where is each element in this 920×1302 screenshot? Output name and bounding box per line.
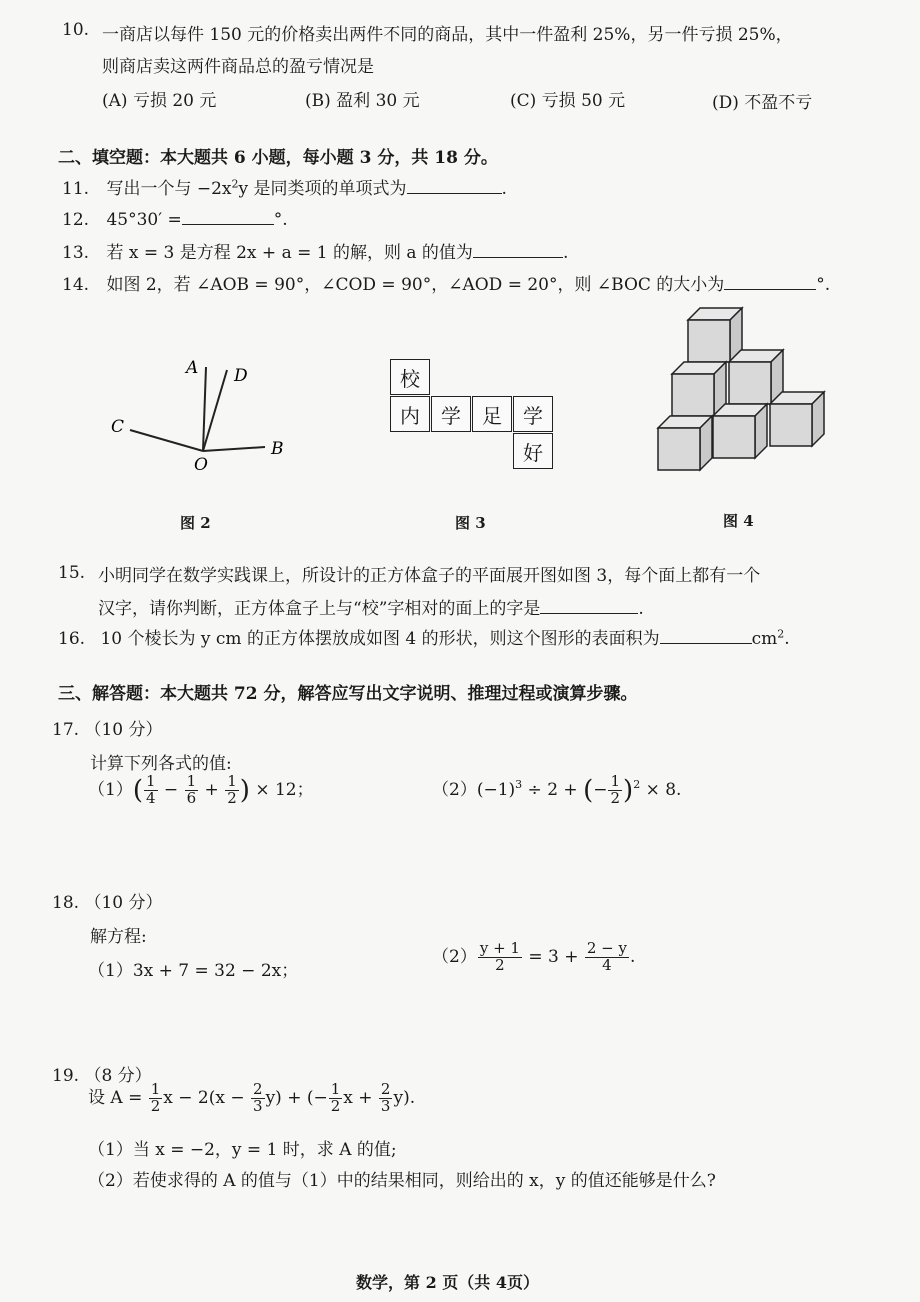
fraction: $\frac{2}{3}$ [380,1080,391,1115]
q15-answer-blank[interactable] [540,595,638,614]
q16 [58,624,790,649]
cube-bottom-left [658,416,712,470]
net-cell-xue-2: 学 [513,396,553,432]
q12-number: 12. [62,209,90,230]
q17-instruction: 计算下列各式的值: [90,754,232,774]
q10-option-d: (D) 不盈不亏 [712,93,813,113]
q15-line2-text: 汉字，请你判断，正方体盒子上与“校”字相对的面上的字是 [98,599,541,619]
q10-option-a: (A) 亏损 20 元 [102,91,217,111]
q12-text-pre: 45°30′ = [106,209,182,230]
q10-number: 10. [62,20,90,40]
q18-head: 18. （10 分） [52,893,163,913]
q19-definition: 设 A = $\frac{1}{2}$ x − 2(x − $\frac{2}{3}$ y) + (− $\frac{1}{2}$ x + $\frac{2}{3}$ y). [88,1080,416,1115]
cube-bottom-right [770,392,824,446]
net-cell-xue-1: 学 [431,396,471,432]
fraction: $\frac{1}{2}$ [150,1080,161,1115]
q10-option-b: (B) 盈利 30 元 [305,91,420,111]
fraction: $\frac{2}{3}$ [253,1080,263,1115]
q19-part2: （2）若使求得的 A 的值与（1）中的结果相同，则给出的 x，y 的值还能够是什么? [88,1171,716,1191]
q13-answer-blank[interactable] [473,239,563,258]
q16-text-pre: 10 个棱长为 y cm 的正方体摆放成如图 4 的形状，则这个图形的表面积为 [100,629,660,649]
cube-mid-right [729,350,783,404]
q12-text-post: °. [273,209,288,230]
fraction: $\frac{1}{4}$ [145,772,156,807]
ray-oc [130,430,203,451]
q14-number: 14. [62,275,90,295]
q14-text-pre: 如图 2，若 ∠AOB = 90°，∠COD = 90°，∠AOD = 20°，则 ∠BOC 的大小为 [106,275,725,295]
label-d: D [234,366,248,386]
q11-text-pre: 写出一个与 −2x [106,179,232,199]
figure-3-caption: 图 3 [455,514,486,532]
fraction: $\frac{2 - y}{4}$ [586,939,627,974]
page-footer: 数学，第 2 页（共 4页） [356,1273,539,1292]
section2-title: 二、填空题：本大题共 6 小题，每小题 3 分，共 18 分。 [58,148,498,168]
q11: 11. 写出一个与 $-2x^2y$ 是同类项的单项式为 . [62,174,507,199]
q11-answer-blank[interactable] [407,175,502,194]
label-o: O [194,455,208,475]
q11-number: 11. [62,179,90,199]
fraction: $\frac{1}{2}$ [330,1080,341,1115]
net-cell-zu: 足 [472,396,512,432]
q17-part2-label: （2） [432,779,477,800]
q15-line2: 汉字，请你判断，正方体盒子上与“校”字相对的面上的字是 . [98,594,644,619]
cube-top [688,308,742,362]
q14-answer-blank[interactable] [724,271,816,290]
q18-part1: （1）3x + 7 = 32 − 2x； [88,961,299,981]
q18-instruction: 解方程: [90,927,147,947]
net-cell-nei: 内 [390,396,430,432]
cube-bottom-mid [713,404,767,458]
q12 [62,206,288,230]
q15-line1: 小明同学在数学实践课上，所设计的正方体盒子的平面展开图如图 3，每个面上都有一个 [98,566,761,586]
q15-number: 15. [58,563,86,583]
q18-part2-label: （2） [432,946,477,967]
fraction: $\frac{1}{2}$ [227,772,237,807]
figure-3-cube-net [390,359,560,479]
ray-ob [203,447,265,451]
q10-line1: 一商店以每件 150 元的价格卖出两件不同的商品，其中一件盈利 25%，另一件亏损 25%， [102,25,793,45]
fraction: $\frac{1}{6}$ [186,772,197,807]
fraction: $\frac{1}{2}$ [610,772,621,807]
q13-text-pre: 若 x = 3 是方程 2x + a = 1 的解，则 a 的值为 [106,243,473,263]
fraction: $\frac{y + 1}{2}$ [479,939,520,974]
q17-part2: $(2)(-1)^3 \div 2$ + (− $\frac{1}{2}$ )$^2$ × 8. [432,772,682,807]
cube-mid-left [672,362,726,416]
q17-part1: （1）( $\frac{1}{4}$ − $\frac{1}{6}$ + $\frac{1}{2}$ ) × 12； [88,772,314,807]
q16-answer-blank[interactable] [660,625,752,644]
q17-part1-label: （1） [88,779,133,800]
q10-option-c: (C) 亏损 50 元 [510,91,626,111]
q13: 13. 若 x = 3 是方程 2x + a = 1 的解，则 a 的值为 . [62,238,568,263]
figure-2-caption: 图 2 [180,514,211,532]
q17-head: 17. （10 分） [52,720,163,740]
q11-text-post: y 是同类项的单项式为 [238,179,407,199]
figure-4-stacked-cubes [650,305,835,485]
label-b: B [271,439,284,459]
q10-line2: 则商店卖这两件商品总的盈亏情况是 [102,57,374,77]
q19-head: 19. （8 分） [52,1066,152,1086]
section3-title: 三、解答题：本大题共 72 分，解答应写出文字说明、推理过程或演算步骤。 [58,684,638,704]
q18-part2: （2） $\frac{y + 1}{2}$ = 3 + $\frac{2 - y}{4}$ . [432,939,636,974]
q16-unit: cm [751,629,778,649]
ray-oa [203,367,206,451]
q12-answer-blank[interactable] [182,206,274,225]
q16-number: 16. [58,629,86,649]
q13-number: 13. [62,243,90,263]
net-cell-hao: 好 [513,433,553,469]
figure-2-angle-diagram [100,355,300,480]
label-c: C [111,417,125,437]
q19-part1: （1）当 x = −2，y = 1 时，求 A 的值; [88,1140,397,1160]
q16-end: . [784,629,790,649]
ray-od [203,370,227,451]
label-a: A [186,358,199,378]
figure-4-caption: 图 4 [723,512,754,530]
q14-text-post: °. [816,275,831,295]
q14 [62,270,830,295]
net-cell-xiao: 校 [390,359,430,395]
q17-part1-tail: × 12； [255,779,314,800]
q11-sup: 2 [231,177,239,191]
q16-unit-sup: 2 [777,627,785,641]
